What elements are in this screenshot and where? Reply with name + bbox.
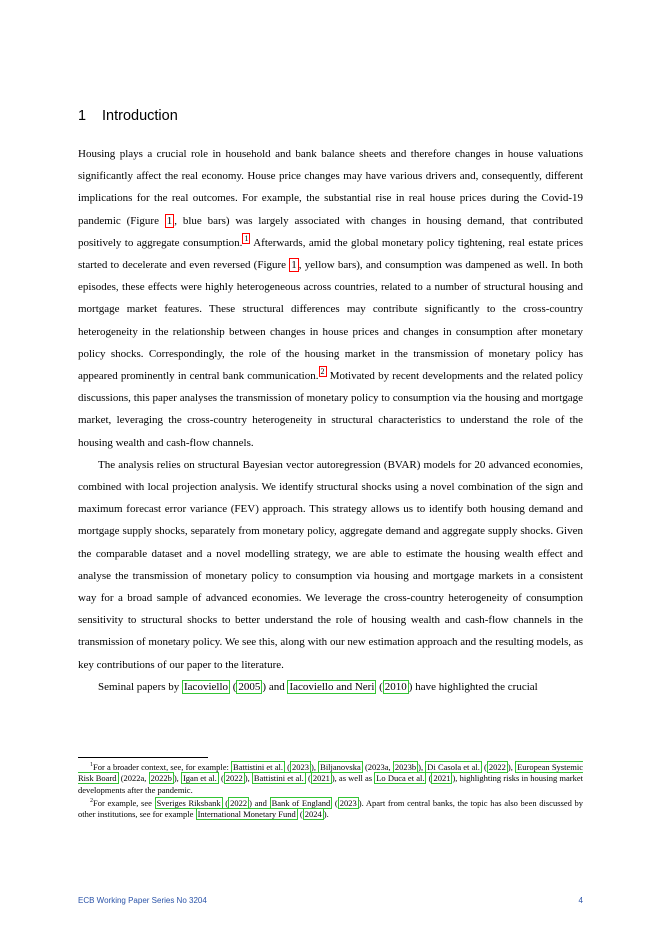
paragraph-text: , blue bars) was largely associated with changes in housing demand, that contributed positively to aggregate consumption.: [78, 214, 583, 249]
footnote-text: For a broader context, see, for example:: [93, 761, 232, 772]
citation-link[interactable]: Bank of England: [271, 797, 331, 808]
citation-link[interactable]: 2023: [339, 797, 357, 808]
section-title: Introduction: [102, 108, 178, 124]
citation-link[interactable]: Biljanovska: [320, 761, 361, 772]
footnote-mark: 1: [90, 762, 93, 768]
figure-ref-link[interactable]: 1: [166, 214, 173, 227]
citation-link[interactable]: Battistini et al.: [233, 761, 283, 772]
footnote-text: ),: [173, 773, 181, 784]
footnote-text: (: [426, 773, 432, 784]
footnote-text: ),: [418, 761, 426, 772]
footnote-text: ),: [507, 761, 516, 772]
footnote-text: ),: [244, 773, 252, 784]
footnote-text: (: [481, 761, 487, 772]
citation-link[interactable]: 2022: [225, 773, 243, 784]
citation-link[interactable]: 2023b: [394, 761, 417, 772]
citation-link[interactable]: 2005: [238, 680, 261, 693]
footnote-text: (: [297, 809, 303, 820]
paragraph-text: ) have highlighted the crucial: [408, 680, 538, 693]
citation-link[interactable]: 2022: [230, 797, 248, 808]
footnote-text: (: [222, 797, 229, 808]
figure-ref-link[interactable]: 1: [291, 259, 297, 272]
paragraph-text: (: [376, 680, 383, 693]
citation-link[interactable]: 2022b: [150, 773, 172, 784]
footnote-text: ), highlighting risks in housing market developments after the pandemic.: [78, 773, 583, 795]
footnote-text: ) and: [249, 797, 270, 808]
paragraph-text: Seminal papers by: [98, 680, 183, 693]
footnote-text: (2022a,: [118, 773, 149, 784]
footnote-ref-link[interactable]: 1: [244, 234, 249, 244]
section-number: 1: [78, 108, 87, 124]
footnote-divider: [78, 757, 208, 758]
citation-link[interactable]: 2024: [304, 809, 322, 820]
footnotes: [78, 760, 583, 821]
footnote-text: (2023a,: [362, 761, 393, 772]
page-footer: [78, 896, 583, 905]
footnote-text: ), as well as: [331, 773, 375, 784]
footnote-text: (: [218, 773, 224, 784]
citation-link[interactable]: 2010: [384, 680, 407, 693]
body-text: [78, 143, 583, 698]
citation-link[interactable]: Igan et al.: [182, 773, 217, 784]
citation-link[interactable]: Lo Duca et al.: [376, 773, 425, 784]
footnote-text: (: [332, 797, 338, 808]
citation-link[interactable]: Sveriges Riksbank: [156, 797, 221, 808]
citation-link[interactable]: Iacoviello: [184, 680, 228, 693]
citation-link[interactable]: 2023: [292, 761, 309, 772]
footnote-2: [78, 796, 583, 821]
paragraph-1: [78, 143, 583, 454]
footnote-1: [78, 760, 583, 796]
section-heading: [78, 108, 178, 124]
paragraph-2: The analysis relies on structural Bayesian vector autoregression (BVAR) models for 20 advanced economies, combined with local projection analysis. We identify structural shocks using a novel combination of the sign and maximum forecast error variance (FEV) approach. This strategy allows us to identify both housing demand and mortgage supply shocks, separately from monetary policy, aggregate demand and aggregate supply shocks. Given the comparable dataset and a novel modelling strategy, we are able to estimate the housing wealth effect and analyse the transmission of monetary policy to consumption via housing and mortgage markets in a consistent way for a broad sample of advanced economies. We leverage the cross-country heterogeneity of consumption sensitivity to structural shocks to better understand the role of housing wealth and cash-flow channels in the transmission of monetary policy. We see this, along with our new estimation approach and the resulting models, as key contributions of our paper to the literature.: [78, 458, 583, 671]
footnote-text: ). Apart from central banks, the topic has also been discussed by other institutions, see for example: [78, 797, 584, 820]
paragraph-text: Motivated by recent developments and the related policy discussions, this paper analyses the transmission of monetary policy to consumption via the housing and mortgage market, leveraging the cross-country heterogeneity in structural characteristics to understand the role of the housing wealth and cash-flow channels.: [78, 370, 583, 449]
footnote-mark: 2: [90, 798, 93, 805]
paragraph-text: Housing plays a crucial role in household and bank balance sheets and therefore changes in house valuations significantly affect the real economy. House price changes may have various drivers and, consequently, different implications for the real outcomes. For example, the substantial rise in real house prices during the Covid-19 pandemic (Figure: [78, 148, 583, 227]
footnote-ref-link[interactable]: 2: [320, 367, 325, 377]
citation-link[interactable]: Battistini et al.: [253, 773, 304, 784]
footnote-text: For example, see: [93, 797, 155, 808]
footnote-text: (: [305, 773, 311, 784]
footnote-text: (: [284, 761, 290, 772]
paragraph-text: , yellow bars), and consumption was dampened as well. In both episodes, these effects were highly heterogeneous across countries, related to a number of structural housing and mortgage market features. These structural differences may contribute significantly to the cross-country heterogeneity in the relationship between changes in house prices and changes in consumption after monetary policy shocks. Correspondingly, the role of the housing market in the transmission of monetary policy has appeared prominently in central bank communication.: [78, 259, 584, 383]
citation-link[interactable]: Di Casola et al.: [427, 761, 480, 772]
paragraph-3: [78, 676, 583, 698]
page-number: 4: [578, 896, 583, 905]
paragraph-text: ) and: [262, 680, 288, 693]
citation-link[interactable]: 2022: [488, 761, 506, 772]
citation-link[interactable]: Iacoviello and Neri: [289, 680, 375, 693]
paragraph-text: Afterwards, amid the global monetary policy tightening, real estate prices started to decelerate and even reversed (Figure: [78, 236, 584, 272]
footnote-text: ).: [323, 809, 329, 820]
series-label: ECB Working Paper Series No 3204: [78, 896, 207, 905]
citation-link[interactable]: European Systemic Risk Board: [78, 761, 583, 784]
citation-link[interactable]: 2021: [433, 773, 451, 784]
citation-link[interactable]: 2021: [312, 773, 330, 784]
footnote-text: ),: [311, 761, 319, 772]
paragraph-text: (: [230, 680, 237, 693]
citation-link[interactable]: International Monetary Fund: [197, 809, 296, 820]
